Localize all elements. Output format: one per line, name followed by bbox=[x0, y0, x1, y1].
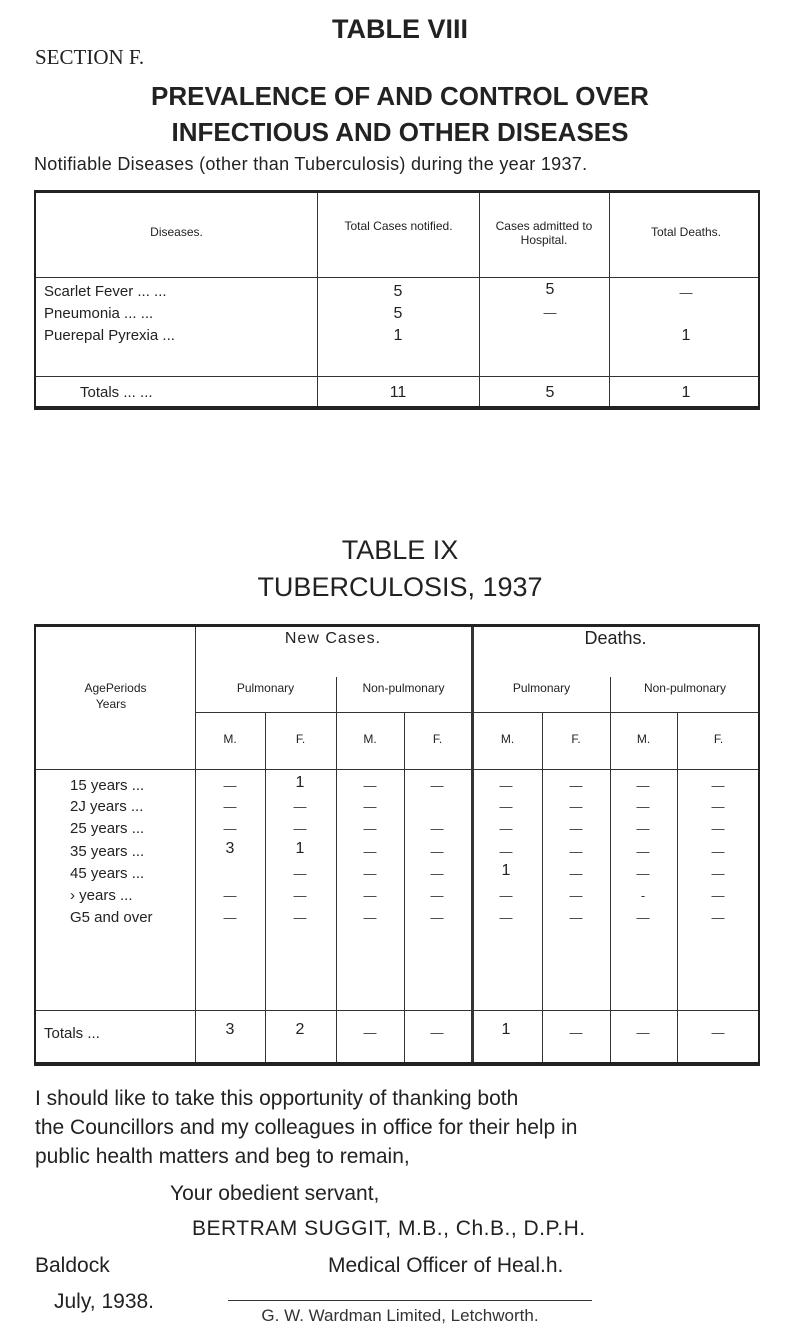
table-cell: — bbox=[711, 910, 725, 925]
page-title-line2: INFECTIOUS AND OTHER DISEASES bbox=[171, 117, 629, 147]
table-cell: 1 bbox=[295, 840, 305, 857]
table-cell: — bbox=[363, 799, 377, 814]
notified-value: 5 bbox=[393, 305, 403, 322]
table-cell: — bbox=[499, 910, 513, 925]
table-cell: — bbox=[569, 866, 583, 881]
table-cell: — bbox=[363, 888, 377, 903]
subtitle: Notifiable Diseases (other than Tuberculosis) during the year 1937. bbox=[34, 154, 588, 174]
closing-paragraph-line3: public health matters and beg to remain, bbox=[35, 1145, 410, 1168]
totals-deaths: 1 bbox=[681, 384, 691, 401]
table-cell: — bbox=[293, 910, 307, 925]
totals-cell: — bbox=[569, 1025, 583, 1040]
header-non-pulmonary: Non-pulmonary bbox=[643, 681, 727, 695]
table-cell: — bbox=[499, 844, 513, 859]
age-period: 2J years ... bbox=[70, 798, 144, 815]
table-cell: — bbox=[293, 799, 307, 814]
table-cell: - bbox=[640, 888, 646, 903]
date: July, 1938. bbox=[54, 1290, 155, 1313]
table-cell: — bbox=[363, 844, 377, 859]
table-cell: — bbox=[569, 821, 583, 836]
table-cell: — bbox=[430, 821, 444, 836]
printer-credit: G. W. Wardman Limited, Letchworth. bbox=[261, 1306, 539, 1325]
header-total-cases: Total Cases notified. bbox=[344, 219, 453, 233]
table-cell: — bbox=[711, 888, 725, 903]
table-cell: — bbox=[711, 821, 725, 836]
totals-cell: — bbox=[430, 1025, 444, 1040]
header-m: M. bbox=[363, 732, 377, 746]
section-label: SECTION F. bbox=[35, 45, 145, 69]
header-f: F. bbox=[295, 732, 306, 746]
age-period: 45 years ... bbox=[70, 865, 145, 882]
table-cell: — bbox=[430, 778, 444, 793]
table-cell: — bbox=[223, 778, 237, 793]
table-cell: 1 bbox=[295, 774, 305, 791]
table-cell: — bbox=[293, 866, 307, 881]
header-hospital: Cases admitted to Hospital. bbox=[495, 219, 593, 247]
header-m: M. bbox=[636, 732, 651, 746]
header-years: Years bbox=[95, 697, 127, 711]
table-cell: — bbox=[569, 799, 583, 814]
table-cell: — bbox=[636, 866, 650, 881]
header-deaths: Total Deaths. bbox=[650, 225, 722, 239]
footer-rule bbox=[228, 1300, 592, 1301]
totals-cell: — bbox=[363, 1025, 377, 1040]
totals-label: Totals ... bbox=[44, 1025, 100, 1042]
header-new-cases: New Cases. bbox=[284, 630, 382, 647]
header-pulmonary: Pulmonary bbox=[236, 681, 295, 695]
disease-name: Pneumonia ... ... bbox=[44, 305, 154, 322]
header-deaths: Deaths. bbox=[584, 628, 647, 648]
totals-cell: 3 bbox=[225, 1021, 235, 1038]
age-period: G5 and over bbox=[70, 909, 153, 926]
table-ix-title: TUBERCULOSIS, 1937 bbox=[257, 572, 543, 602]
totals-label: Totals ... ... bbox=[80, 384, 153, 401]
table-cell: — bbox=[636, 799, 650, 814]
table-cell: — bbox=[430, 844, 444, 859]
table-cell: — bbox=[430, 866, 444, 881]
table-cell: — bbox=[363, 778, 377, 793]
table-cell: — bbox=[569, 910, 583, 925]
table-cell: — bbox=[636, 910, 650, 925]
table-cell: — bbox=[636, 844, 650, 859]
table-cell: — bbox=[223, 799, 237, 814]
hospital-value: — bbox=[543, 305, 557, 320]
table-cell: — bbox=[569, 888, 583, 903]
header-f: F. bbox=[571, 732, 581, 746]
table-viii bbox=[34, 190, 760, 410]
table-cell: — bbox=[636, 778, 650, 793]
header-f: F. bbox=[713, 732, 724, 746]
place: Baldock bbox=[35, 1254, 110, 1277]
table-label: TABLE VIII bbox=[331, 14, 468, 44]
totals-notified: 11 bbox=[389, 384, 407, 401]
age-period: 25 years ... bbox=[70, 820, 145, 837]
table-cell: — bbox=[363, 821, 377, 836]
totals-hospital: 5 bbox=[545, 384, 555, 401]
role: Medical Officer of Heal.h. bbox=[328, 1254, 564, 1277]
closing-paragraph-line1: I should like to take this opportunity of thanking both bbox=[35, 1087, 519, 1110]
table-cell: — bbox=[293, 821, 307, 836]
table-ix bbox=[34, 624, 760, 1066]
table-cell: — bbox=[293, 888, 307, 903]
table-cell: 1 bbox=[501, 862, 511, 879]
table-cell: — bbox=[223, 910, 237, 925]
table-ix-label: TABLE IX bbox=[341, 535, 459, 565]
header-pulmonary: Pulmonary bbox=[512, 681, 571, 695]
table-cell: — bbox=[711, 844, 725, 859]
table-cell: 3 bbox=[225, 840, 235, 857]
header-age-periods: AgePeriods bbox=[84, 681, 147, 695]
header-non-pulmonary: Non-pulmonary bbox=[362, 681, 445, 695]
table-cell: — bbox=[223, 821, 237, 836]
disease-name: Scarlet Fever ... ... bbox=[44, 283, 167, 300]
signature: BERTRAM SUGGIT, M.B., Ch.B., D.P.H. bbox=[192, 1217, 586, 1240]
totals-cell: 1 bbox=[501, 1021, 511, 1038]
totals-cell: — bbox=[711, 1025, 725, 1040]
table-cell: — bbox=[499, 888, 513, 903]
totals-cell: 2 bbox=[295, 1021, 305, 1038]
table-cell: — bbox=[636, 821, 650, 836]
notified-value: 5 bbox=[393, 283, 403, 300]
page-title-line1: PREVALENCE OF AND CONTROL OVER bbox=[151, 81, 649, 111]
age-period: 35 years ... bbox=[70, 843, 145, 860]
table-cell: — bbox=[499, 799, 513, 814]
hospital-value: 5 bbox=[545, 281, 555, 298]
table-cell: — bbox=[430, 910, 444, 925]
table-cell: — bbox=[363, 866, 377, 881]
table-cell: — bbox=[569, 844, 583, 859]
table-cell: — bbox=[569, 778, 583, 793]
closing-paragraph-line2: the Councillors and my colleagues in office for their help in bbox=[35, 1116, 578, 1139]
disease-name: Puerepal Pyrexia ... bbox=[44, 327, 175, 344]
table-cell: — bbox=[711, 866, 725, 881]
header-m: M. bbox=[223, 732, 237, 746]
notified-value: 1 bbox=[393, 327, 403, 344]
table-cell: — bbox=[430, 888, 444, 903]
header-f: F. bbox=[432, 732, 443, 746]
table-cell: — bbox=[711, 778, 725, 793]
age-period: › years ... bbox=[70, 887, 133, 904]
deaths-value: 1 bbox=[681, 327, 691, 344]
salutation: Your obedient servant, bbox=[170, 1182, 380, 1205]
header-diseases: Diseases. bbox=[150, 225, 203, 239]
totals-cell: — bbox=[636, 1025, 650, 1040]
deaths-value: — bbox=[679, 285, 693, 300]
header-m: M. bbox=[500, 732, 515, 746]
table-cell: — bbox=[363, 910, 377, 925]
table-cell: — bbox=[499, 821, 513, 836]
table-cell: — bbox=[711, 799, 725, 814]
age-period: 15 years ... bbox=[70, 777, 145, 794]
table-cell: — bbox=[499, 778, 513, 793]
table-cell: — bbox=[223, 888, 237, 903]
